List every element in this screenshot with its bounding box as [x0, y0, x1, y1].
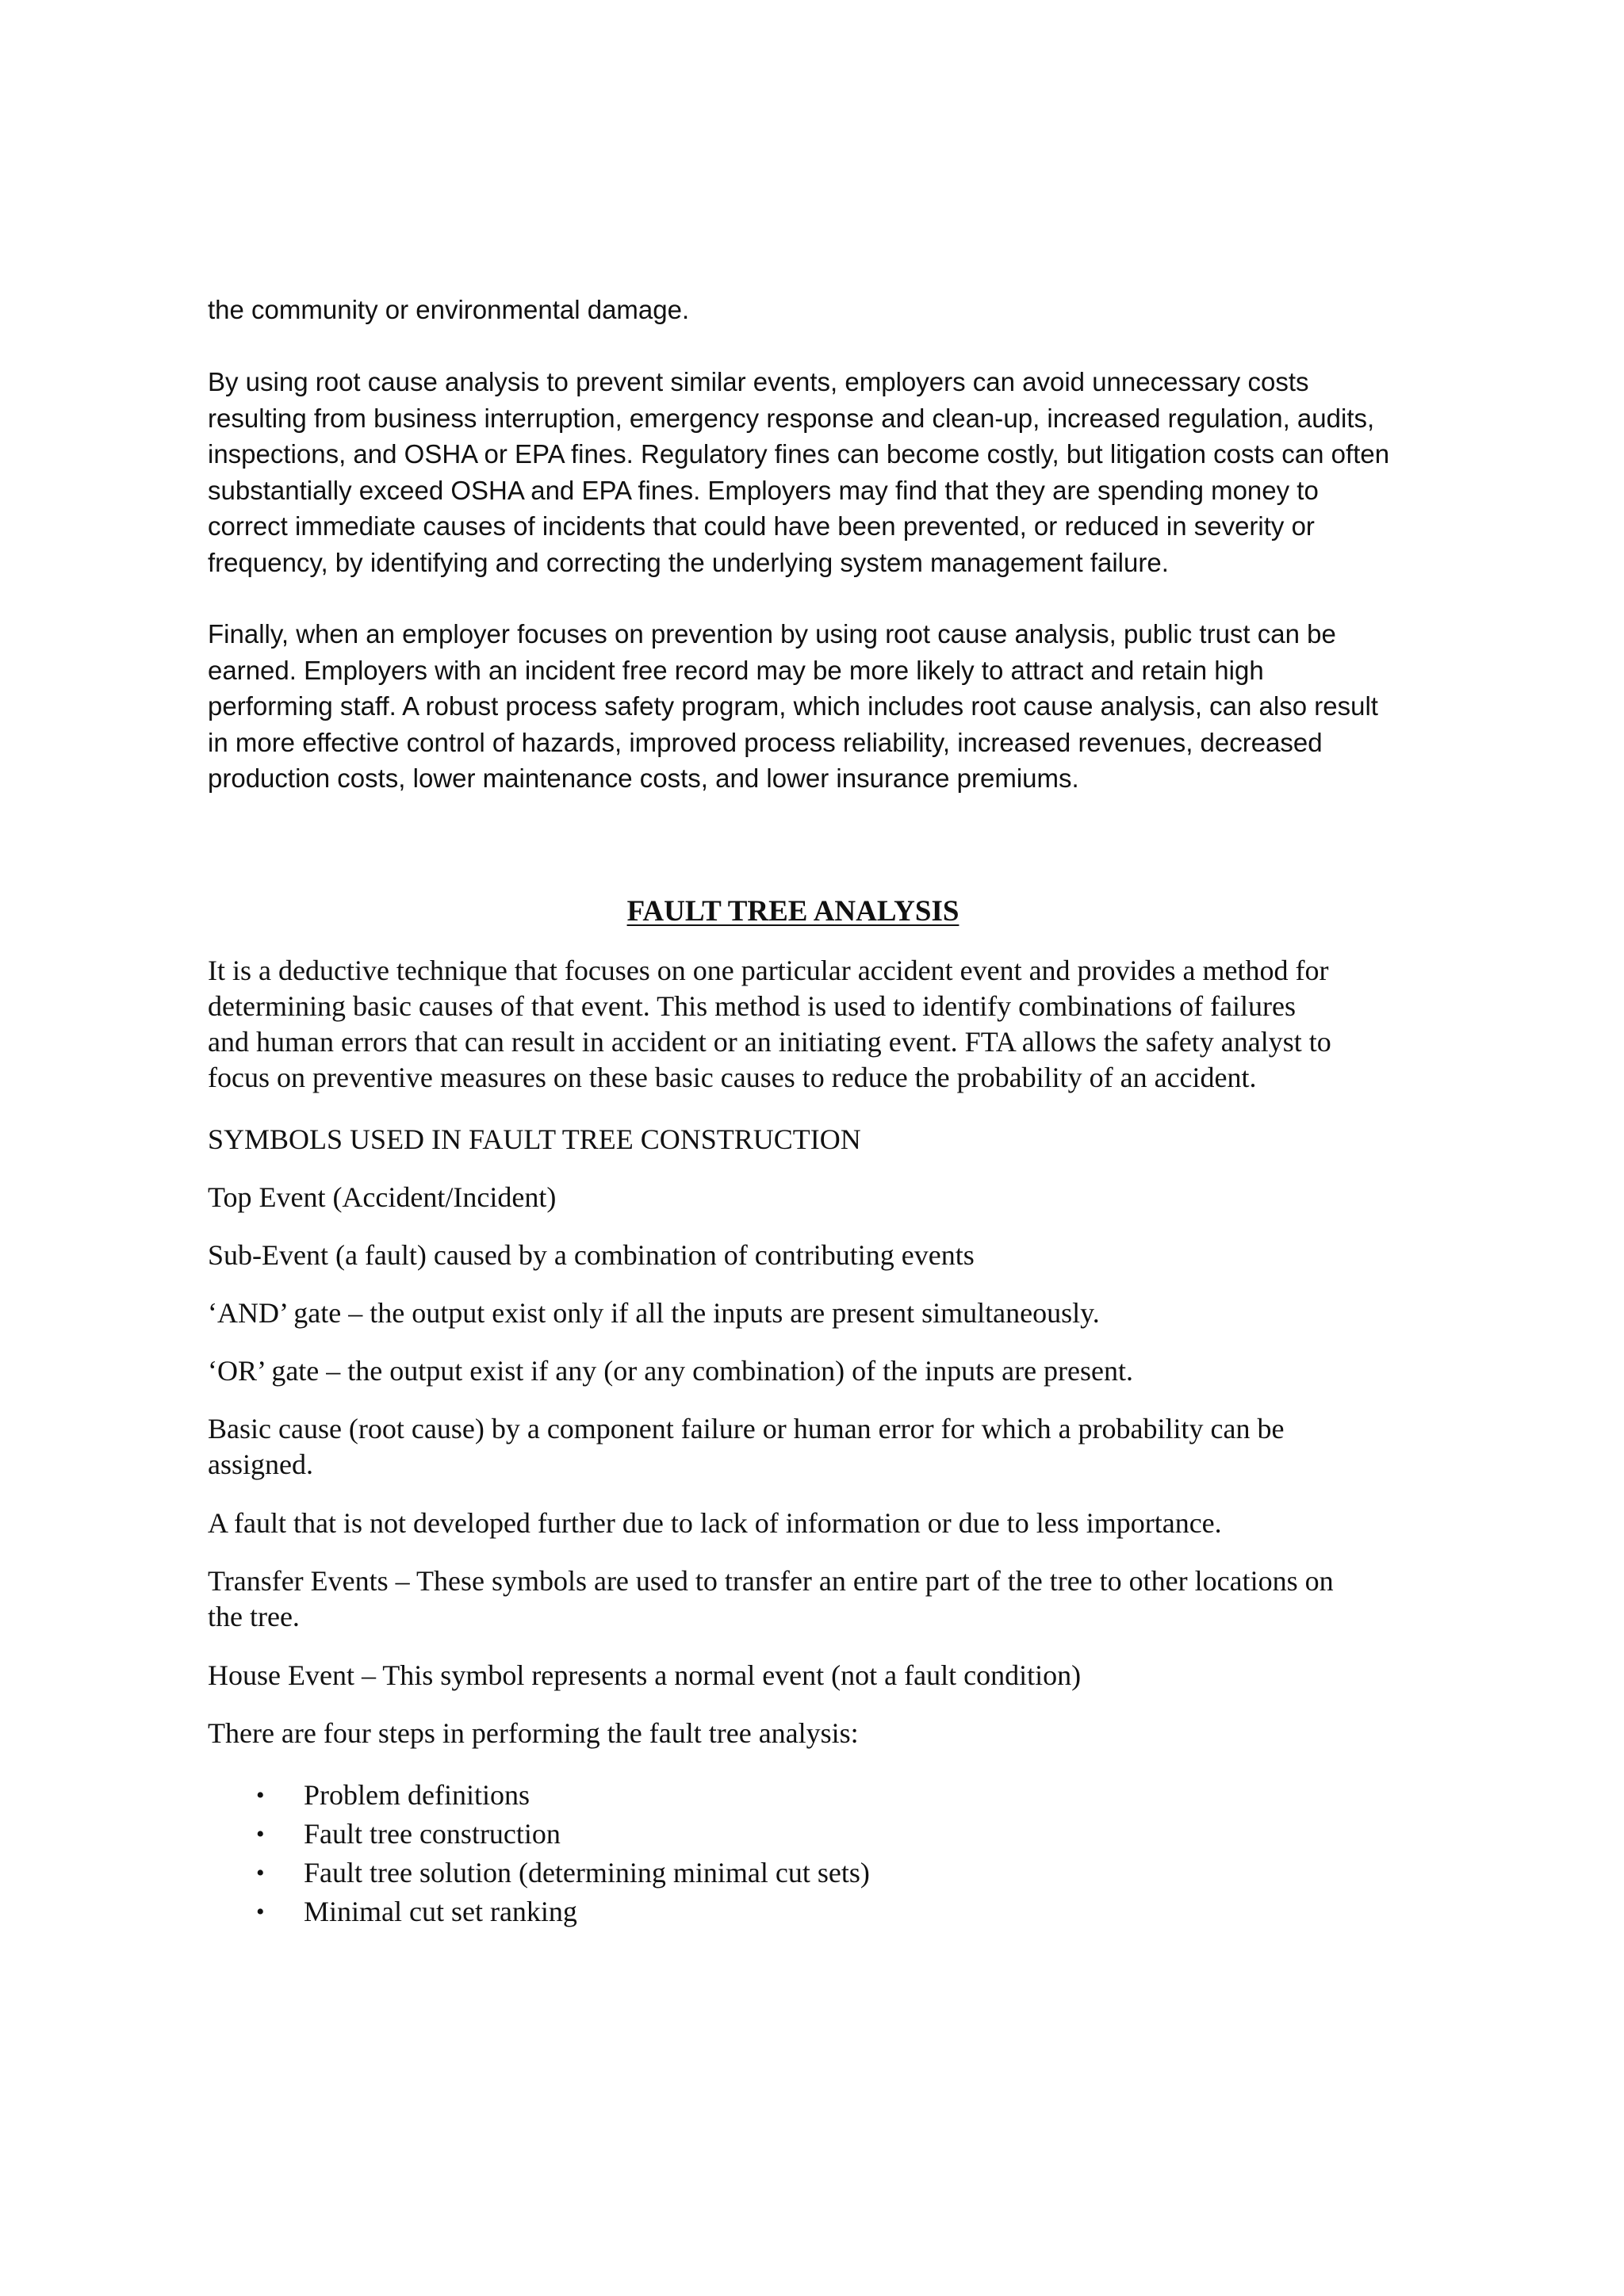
list-item [208, 1815, 870, 1854]
paragraph-rca-costs [208, 364, 1389, 580]
text-line: the community or environmental damage. [208, 295, 690, 324]
symbol-basic-cause [208, 1411, 1284, 1483]
list-item-label: Minimal cut set ranking [304, 1896, 577, 1927]
text-line: the tree. [208, 1601, 300, 1632]
paragraph-fta-intro [208, 953, 1331, 1096]
text-line: By using root cause analysis to prevent similar events, employers can avoid unnecessary costs [208, 367, 1309, 396]
text-line: frequency, by identifying and correcting the underlying system management failure. [208, 547, 1169, 577]
text-line: A fault that is not developed further due to lack of information or due to less importance. [208, 1507, 1222, 1539]
text-line: determining basic causes of that event. This method is used to identify combinations of failures [208, 990, 1297, 1022]
steps-list [208, 1776, 870, 1931]
text-line: SYMBOLS USED IN FAULT TREE CONSTRUCTION [208, 1123, 861, 1155]
list-item-label: Problem definitions [304, 1779, 530, 1811]
text-line: substantially exceed OSHA and EPA fines. Employers may find that they are spending money to [208, 475, 1319, 505]
text-line: ‘OR’ gate – the output exist if any (or any combination) of the inputs are present. [208, 1355, 1134, 1387]
symbol-undeveloped-event [208, 1506, 1222, 1541]
list-item-label: Fault tree construction [304, 1818, 561, 1850]
paragraph-continuation [208, 292, 689, 328]
text-line: in more effective control of hazards, improved process reliability, increased revenues, decreased [208, 727, 1323, 757]
symbol-top-event [208, 1180, 556, 1215]
text-line: performing staff. A robust process safety program, which includes root cause analysis, can also result [208, 691, 1378, 721]
symbol-house-event [208, 1658, 1081, 1693]
paragraph-public-trust [208, 616, 1378, 797]
text-line: Transfer Events – These symbols are used to transfer an entire part of the tree to other locations on [208, 1565, 1334, 1597]
list-item-label: Fault tree solution (determining minimal cut sets) [304, 1857, 870, 1888]
section-heading: FAULT TREE ANALYSIS [626, 895, 959, 928]
text-line: correct immediate causes of incidents that could have been prevented, or reduced in severity or [208, 511, 1315, 541]
symbol-transfer-events [208, 1563, 1334, 1635]
text-line: Top Event (Accident/Incident) [208, 1181, 557, 1213]
text-line: inspections, and OSHA or EPA fines. Regulatory fines can become costly, but litigation costs can often [208, 439, 1390, 469]
text-line: assigned. [208, 1448, 313, 1480]
text-line: It is a deductive technique that focuses on one particular accident event and provides a method for [208, 955, 1329, 986]
steps-intro [208, 1716, 859, 1751]
list-item [208, 1854, 870, 1892]
text-line: Sub-Event (a fault) caused by a combination of contributing events [208, 1239, 975, 1271]
text-line: earned. Employers with an incident free record may be more likely to attract and retain high [208, 655, 1264, 685]
text-line: House Event – This symbol represents a normal event (not a fault condition) [208, 1659, 1082, 1691]
bullet-icon: • [256, 1860, 265, 1886]
symbols-heading [208, 1122, 861, 1158]
bullet-icon: • [256, 1782, 265, 1808]
text-line: There are four steps in performing the fault tree analysis: [208, 1717, 859, 1749]
text-line: and human errors that can result in accident or an initiating event. FTA allows the safety analyst to [208, 1026, 1331, 1058]
list-item [208, 1776, 870, 1815]
text-line: Finally, when an employer focuses on prevention by using root cause analysis, public trust can be [208, 619, 1336, 649]
text-line: production costs, lower maintenance costs, and lower insurance premiums. [208, 763, 1079, 793]
symbol-and-gate [208, 1295, 1100, 1331]
symbol-sub-event [208, 1238, 975, 1273]
bullet-icon: • [256, 1899, 265, 1925]
text-line: Basic cause (root cause) by a component failure or human error for which a probability can be [208, 1413, 1285, 1445]
symbol-or-gate [208, 1353, 1133, 1389]
text-line: resulting from business interruption, emergency response and clean-up, increased regulation, audits, [208, 403, 1375, 433]
text-line: focus on preventive measures on these basic causes to reduce the probability of an accident. [208, 1062, 1257, 1093]
bullet-icon: • [256, 1821, 265, 1847]
list-item [208, 1892, 870, 1931]
text-line: ‘AND’ gate – the output exist only if all the inputs are present simultaneously. [208, 1297, 1100, 1329]
